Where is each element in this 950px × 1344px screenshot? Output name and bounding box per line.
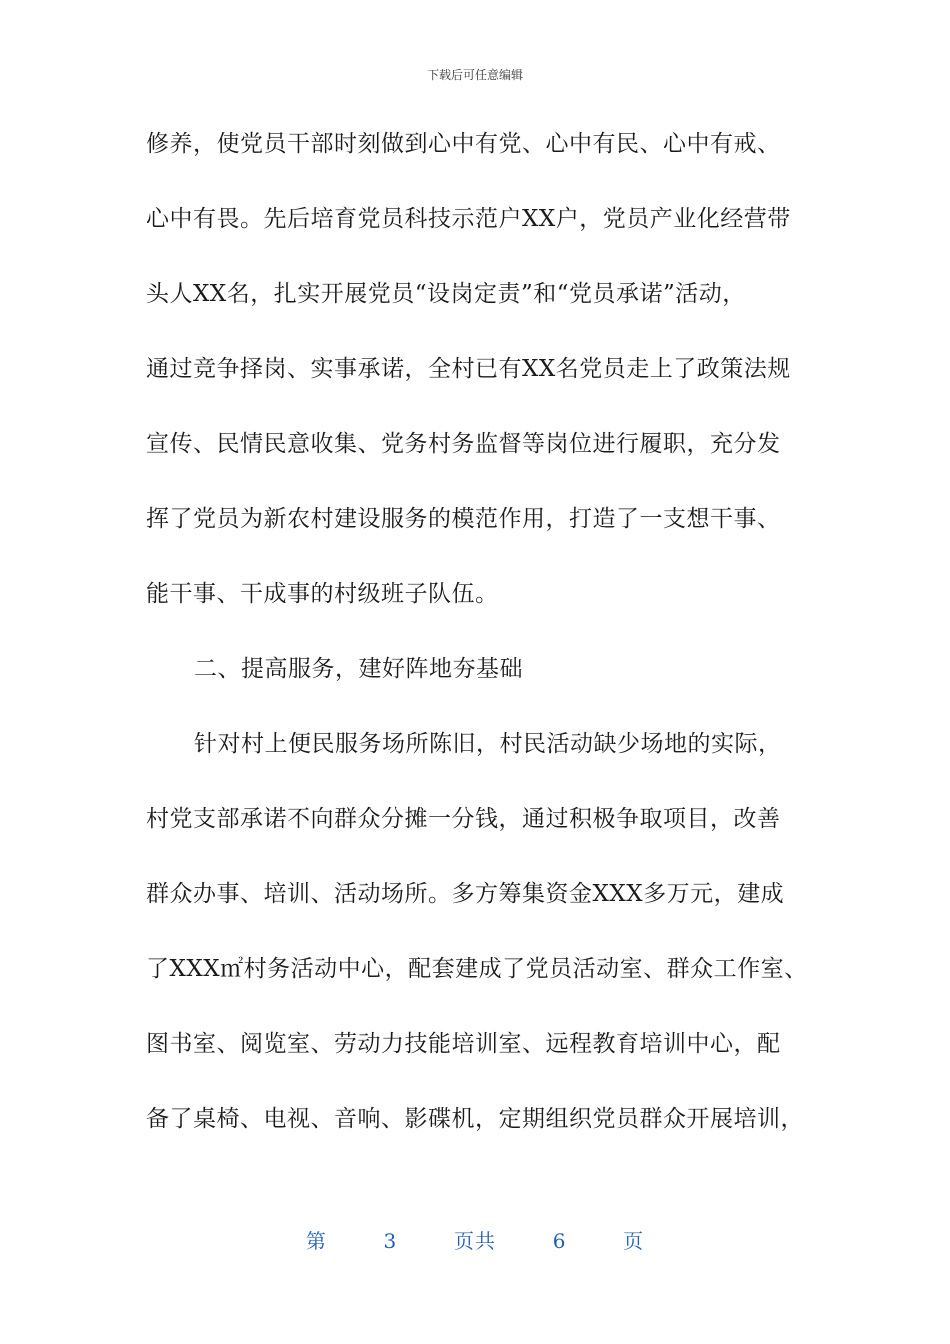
header-note: 下载后可任意编辑 (426, 68, 523, 82)
text-line: 备了桌椅、电视、音响、影碟机，定期组织党员群众开展培训， (146, 1106, 804, 1132)
text-line: 针对村上便民服务场所陈旧，村民活动缺少场地的实际， (194, 731, 782, 757)
footer-prefix: 第 (305, 1229, 327, 1253)
text-line: 修养，使党员干部时刻做到心中有党、心中有民、心中有戒、 (146, 131, 781, 157)
page-footer (0, 1225, 950, 1254)
total-pages-number: 6 (552, 1229, 567, 1253)
footer-suffix: 页 (623, 1229, 645, 1253)
text-line: 图书室、阅览室、劳动力技能培训室、远程教育培训中心，配 (146, 1031, 781, 1057)
footer-middle: 页共 (454, 1229, 496, 1253)
text-line: 心中有畏。先后培育党员科技示范户XX户，党员产业化经营带 (146, 206, 791, 232)
text-line: 挥了党员为新农村建设服务的模范作用，打造了一支想干事、 (146, 506, 781, 532)
text-line: 通过竞争择岗、实事承诺，全村已有XX名党员走上了政策法规 (146, 356, 791, 382)
text-line: 宣传、民情民意收集、党务村务监督等岗位进行履职，充分发 (146, 431, 781, 457)
current-page-number: 3 (383, 1229, 398, 1253)
text-line: 头人XX名，扎实开展党员“设岗定责”和“党员承诺”活动， (146, 281, 746, 307)
document-body (146, 122, 806, 1172)
section-heading: 二、提高服务，建好阵地夯基础 (194, 656, 523, 682)
text-line: 能干事、干成事的村级班子队伍。 (146, 581, 499, 607)
text-line: 村党支部承诺不向群众分摊一分钱，通过积极争取项目，改善 (146, 806, 781, 832)
text-line: 群众办事、培训、活动场所。多方筹集资金XXX多万元，建成 (146, 881, 785, 907)
text-line: 了XXX㎡村务活动中心，配套建成了党员活动室、群众工作室、 (146, 956, 808, 982)
